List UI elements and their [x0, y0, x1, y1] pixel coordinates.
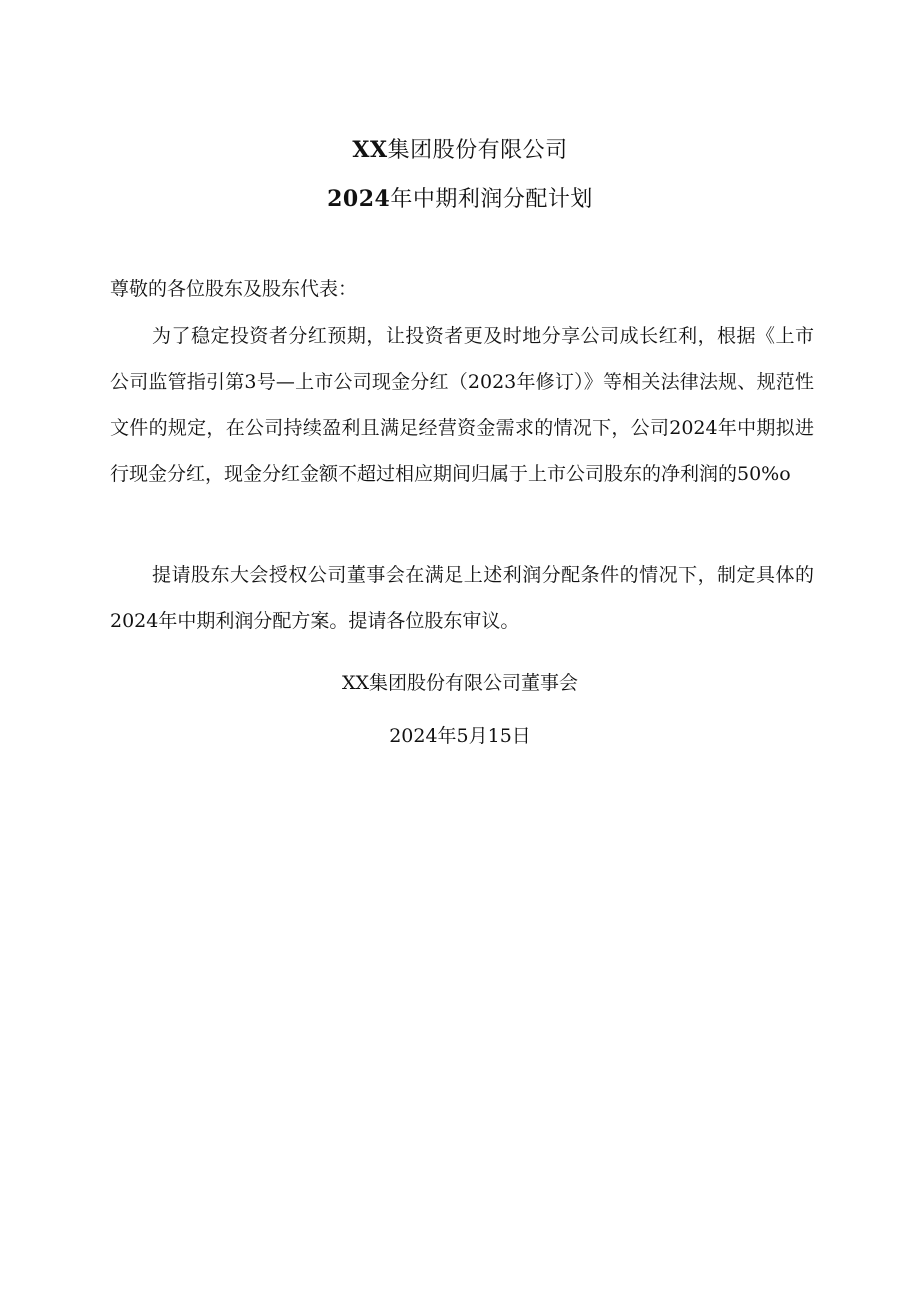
document-title [0, 136, 920, 165]
signature-organization: XX集团股份有限公司董事会 [341, 672, 579, 694]
title-company-prefix: XX [352, 137, 388, 163]
body-paragraph-1: 为了稳定投资者分红预期，让投资者更及时地分享公司成长红利，根据《上市公司监管指引第3号—上市公司现金分红（2023年修订）》等相关法律法规、规范性文件的规定，在公司持续盈利且满足经营资金需求的情况下，公司2024年中期拟进行现金分红，现金分红金额不超过相应期间归属于上市公司股东的净利润的50%o [110, 325, 814, 485]
signature-date: 2024年5月15日 [389, 725, 531, 747]
document-subtitle [0, 185, 920, 214]
title-company-name: 集团股份有限公司 [387, 138, 568, 163]
salutation: 尊敬的各位股东及股东代表： [110, 278, 358, 300]
subtitle-year: 2024 [327, 186, 391, 212]
subtitle-text: 年中期利润分配计划 [390, 187, 593, 212]
body-paragraph-2: 提请股东大会授权公司董事会在满足上述利润分配条件的情况下，制定具体的2024年中期利润分配方案。提请各位股东审议。 [110, 564, 814, 632]
